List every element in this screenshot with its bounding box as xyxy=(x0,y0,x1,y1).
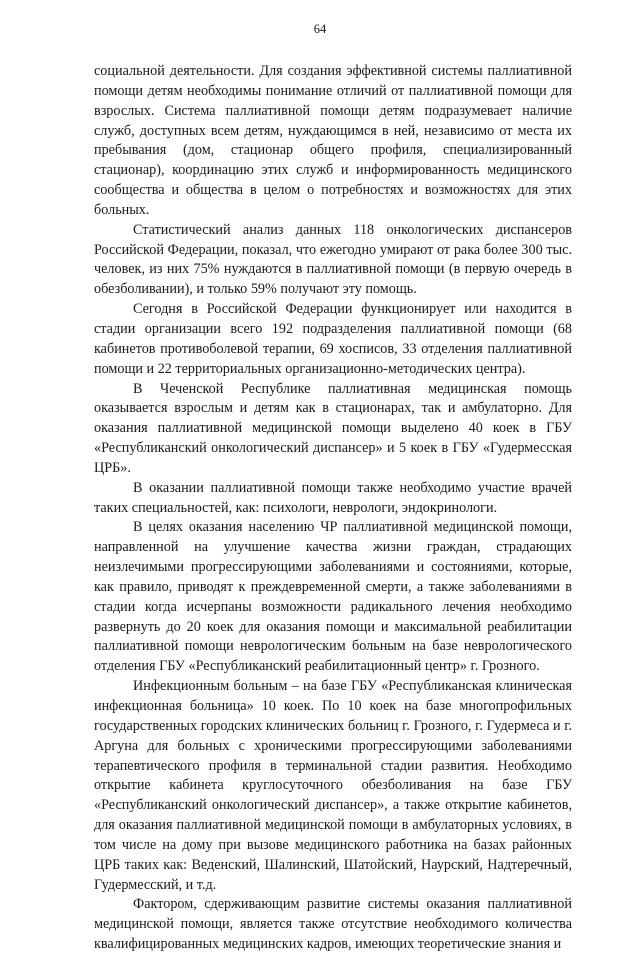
paragraph-2: Статистический анализ данных 118 онкологических диспансеров Российской Федерации, показал, что ежегодно умирают от рака более 300 тыс. человек, из них 75% нуждаются в паллиативной помощи (в первую очередь в обезболивании), и только 59% получают эту помощь. xyxy=(94,221,572,298)
paragraph-1: социальной деятельности. Для создания эффективной системы паллиативной помощи детям необходимы понимание отличий от паллиативной помощи для взрослых. Система паллиативной помощи детям подразумевает наличие служб, доступных всем детям, нуждающимся в ней, независимо от места их пребывания (дом, стационар общего профиля, специализированный стационар), координацию этих служб и информированность медицинского сообщества и общества в целом о потребностях и возможностях для этих больных. xyxy=(94,63,572,218)
paragraph-4: В Чеченской Республике паллиативная медицинская помощь оказывается взрослым и детям как в стационарах, так и амбулаторно. Для оказания паллиативной медицинской помощи выделено 40 коек в ГБУ «Республиканский онкологический диспансер» и 5 коек в ГБУ «Гудермесская ЦРБ». xyxy=(94,380,572,476)
paragraph-5: В оказании паллиативной помощи также необходимо участие врачей таких специальностей, как: психологи, неврологи, эндокринологи. xyxy=(94,479,572,516)
page-number: 64 xyxy=(313,22,327,36)
paragraph-6: В целях оказания населению ЧР паллиативной медицинской помощи, направленной на улучшение качества жизни граждан, страдающих неизлечимыми прогрессирующими заболеваниями и состояниями, которые, как правило, приводят к преждевременной смерти, а также заболеваниями в стадии когда исчерпаны возможности радикального лечения необходимо развернуть до 20 коек для оказания помощи и максимальной реабилитации паллиативной помощи неврологическим больным на базе неврологического отделения ГБУ «Республиканский реабилитационный центр» г. Грозного. xyxy=(94,519,572,675)
paragraph-3: Сегодня в Российской Федерации функционирует или находится в стадии организации всего 192 подразделения паллиативной помощи (68 кабинетов противоболевой терапии, 69 хосписов, 33 отделения паллиативной помощи и 22 территориальных организационно-методических центра). xyxy=(94,301,572,377)
paragraph-8: Фактором, сдерживающим развитие системы оказания паллиативной медицинской помощи, является также отсутствие необходимого количества квалифицированных медицинских кадров, имеющих теоретические знания и xyxy=(94,896,572,953)
document-body xyxy=(94,62,572,955)
paragraph-7: Инфекционным больным – на базе ГБУ «Республиканская клиническая инфекционная больница» 10 коек. По 10 коек на базе многопрофильных государственных городских клинических больниц г. Грозного, г. Гудермеса и г. Аргуна для больных с хроническими прогрессирующими заболеваниями терапевтического профиля в терминальной стадии развития. Необходимо открытие кабинета круглосуточного обезболивания на базе ГБУ «Республиканский онкологический диспансер», а также открытие кабинетов, для оказания паллиативной медицинской помощи в амбулаторных условиях, в том числе на дому при вызове медицинского работника на базах районных ЦРБ таких как: Веденский, Шалинский, Шатойский, Наурский, Надтеречный, Гудермесский, и т.д. xyxy=(94,678,572,893)
